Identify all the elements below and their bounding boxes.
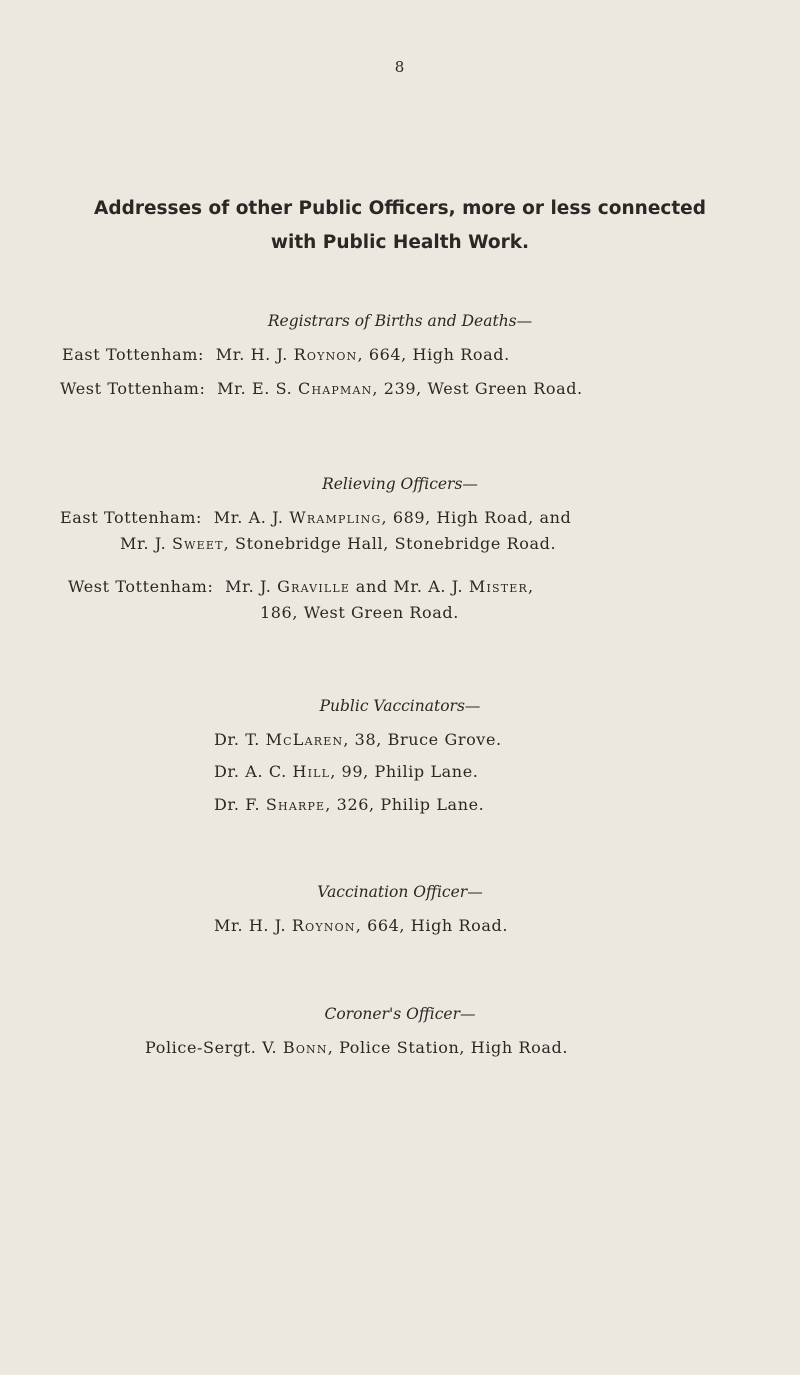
officer-name: McLaren xyxy=(265,730,344,749)
district-label: East Tottenham: xyxy=(60,508,203,527)
name-prefix: Mr. A. J. xyxy=(213,508,284,527)
officer-address: , 326, Philip Lane. xyxy=(325,795,485,814)
page-number: 8 xyxy=(394,58,406,76)
officer-address: , 664, High Road. xyxy=(355,916,509,935)
name-connector: and Mr. A. J. xyxy=(350,577,464,596)
name-prefix: Mr. J. xyxy=(225,577,272,596)
relieving-west-entry-line-1 xyxy=(68,577,534,596)
district-label: East Tottenham: xyxy=(62,345,205,364)
district-label: West Tottenham: xyxy=(60,379,206,398)
district-label: West Tottenham: xyxy=(68,577,214,596)
relieving-east-entry-line-2 xyxy=(120,534,556,553)
officer-name: Sweet xyxy=(172,534,224,553)
vaccination-officer-section-title: Vaccination Officer— xyxy=(317,883,483,901)
officer-address: , Stonebridge Hall, Stonebridge Road. xyxy=(223,534,557,553)
officer-address: , 664, High Road. xyxy=(357,345,510,364)
name-prefix: Mr. J. xyxy=(120,534,167,553)
officer-address: , 38, Bruce Grove. xyxy=(343,730,502,749)
officer-name: Graville xyxy=(277,577,351,596)
name-prefix: Dr. T. xyxy=(214,730,260,749)
vaccinator-entry xyxy=(214,762,478,781)
officer-name: Roynon xyxy=(293,345,358,364)
relieving-section-title: Relieving Officers— xyxy=(322,475,478,493)
heading-line-2: with Public Health Work. xyxy=(270,232,530,253)
comma: , xyxy=(528,577,534,596)
name-prefix: Dr. A. C. xyxy=(214,762,287,781)
officer-name: Roynon xyxy=(291,916,356,935)
name-prefix: Mr. H. J. xyxy=(215,345,288,364)
registrar-west-entry xyxy=(60,379,583,398)
name-prefix: Dr. F. xyxy=(214,795,261,814)
page-heading xyxy=(60,192,740,260)
coroners-officer-entry xyxy=(145,1038,568,1057)
vaccinator-entry xyxy=(214,795,484,814)
officer-name: Mister xyxy=(468,577,529,596)
name-prefix: Mr. H. J. xyxy=(214,916,287,935)
relieving-east-entry-line-1 xyxy=(60,508,571,527)
relieving-west-entry-line-2: 186, West Green Road. xyxy=(260,603,459,622)
vaccinator-entry xyxy=(214,730,502,749)
registrars-section-title: Registrars of Births and Deaths— xyxy=(267,312,533,330)
coroners-officer-section-title: Coroner's Officer— xyxy=(324,1005,476,1023)
officer-address: , 99, Philip Lane. xyxy=(330,762,479,781)
officer-name: Wrampling xyxy=(289,508,382,527)
vaccination-officer-entry xyxy=(214,916,508,935)
officer-address: , 689, High Road, and xyxy=(381,508,572,527)
vaccinators-section-title: Public Vaccinators— xyxy=(319,697,481,715)
officer-name: Chapman xyxy=(298,379,373,398)
officer-address: , 239, West Green Road. xyxy=(372,379,583,398)
heading-line-1: Addresses of other Public Officers, more or less connected xyxy=(94,198,706,219)
officer-name: Hill xyxy=(292,762,331,781)
officer-address: , Police Station, High Road. xyxy=(327,1038,569,1057)
name-prefix: Mr. E. S. xyxy=(217,379,293,398)
officer-name: Sharpe xyxy=(265,795,326,814)
registrar-east-entry xyxy=(62,345,510,364)
name-prefix: Police-Sergt. V. xyxy=(145,1038,278,1057)
officer-name: Bonn xyxy=(282,1038,328,1057)
